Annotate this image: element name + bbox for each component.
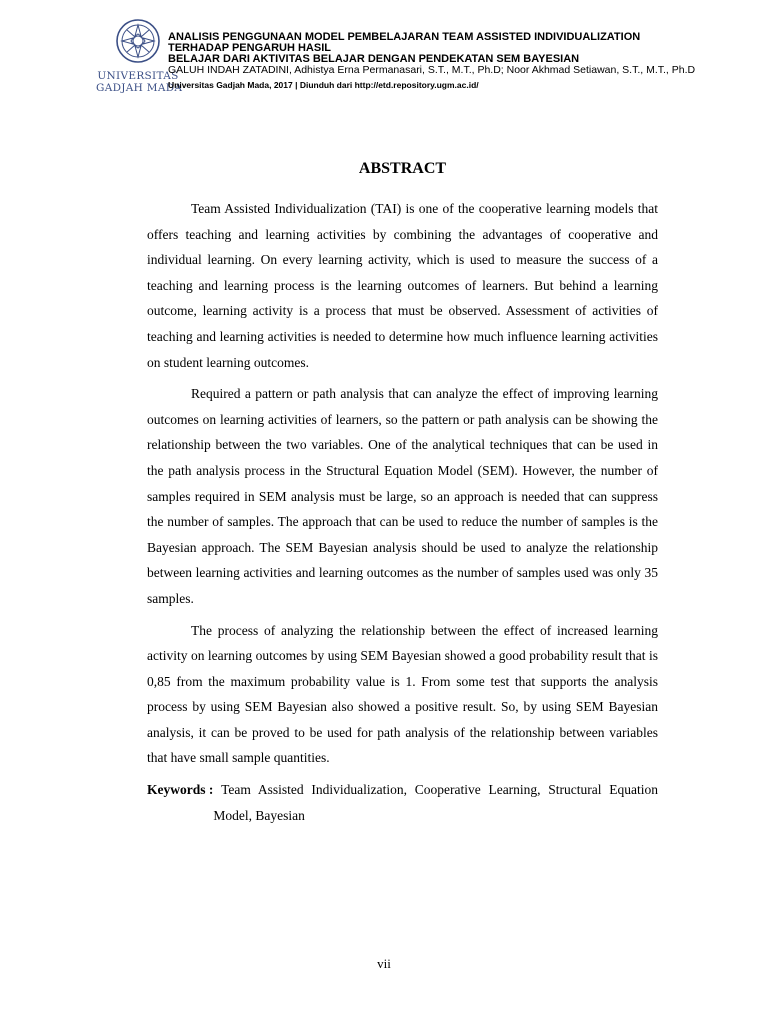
abstract-title: ABSTRACT bbox=[358, 160, 447, 177]
abstract-paragraph-2: Required a pattern or path analysis that can analyze the effect of improving learning outcomes on learning activities of learners, so the pattern or path analysis can be showing the relationship between the two variables. One of the analytical techniques that can be used in the path analysis process in the Structural Equation Model (SEM). However, the number of samples required in SEM analysis must be large, so an approach is needed that can suppress the number of samples. The approach that can be used to reduce the number of samples is the Bayesian approach. The SEM Bayesian analysis should be used to analyze the relationship between learning activities and learning outcomes as the number of samples used was only 35 samples. bbox=[147, 386, 658, 606]
logo-text-line-1: UNIVERSITAS bbox=[97, 70, 179, 82]
document-header bbox=[0, 0, 768, 100]
abstract-section bbox=[147, 158, 658, 828]
abstract-paragraph-3: The process of analyzing the relationship between the effect of increased learning activity on learning outcomes by using SEM Bayesian showed a good probability result that is 0,85 from the maximum probability value is 1. From some test that supports the analysis process by using SEM Bayesian also showed a positive result. So, by using SEM Bayesian analysis, it can be proved to be used for path analysis of the relationship between variables that have small sample quantities. bbox=[147, 622, 658, 766]
keywords-label: Keywords : bbox=[147, 782, 214, 798]
header-title-line-2: TERHADAP PENGARUH HASIL bbox=[168, 43, 331, 54]
header-authors: GALUH INDAH ZATADINI, Adhistya Erna Permanasari, S.T., M.T., Ph.D; Noor Akhmad Setiawan, S.T., M.T., Ph.D bbox=[168, 65, 696, 76]
page-number: vii bbox=[377, 956, 391, 971]
university-seal-icon bbox=[115, 18, 161, 64]
keywords-text: Team Assisted Individualization, Cooperative Learning, Structural Equation Model, Bayesian bbox=[213, 782, 659, 823]
keywords-values bbox=[213, 777, 658, 828]
header-text-block bbox=[168, 32, 766, 91]
abstract-paragraph-1: Team Assisted Individualization (TAI) is one of the cooperative learning models that offers teaching and learning activities by combining the advantages of cooperative and individual learning. On every learning activity, which is used to measure the success of a teaching and learning process is the learning outcomes of learners. But behind a learning outcome, learning activity is a process that must be observed. Assessment of activities of teaching and learning activities is needed to determine how much influence learning activities on student learning outcomes. bbox=[147, 201, 658, 370]
keywords-row bbox=[147, 777, 658, 828]
header-title-line-3: BELAJAR DARI AKTIVITAS BELAJAR DENGAN PENDEKATAN SEM BAYESIAN bbox=[168, 54, 580, 65]
header-title-line-1: ANALISIS PENGGUNAAN MODEL PEMBELAJARAN TEAM ASSISTED INDIVIDUALIZATION bbox=[168, 32, 641, 43]
logo-text-line-2: GADJAH MADA bbox=[96, 82, 183, 94]
header-source-link[interactable]: Universitas Gadjah Mada, 2017 | Diunduh dari http://etd.repository.ugm.ac.id/ bbox=[168, 80, 479, 90]
